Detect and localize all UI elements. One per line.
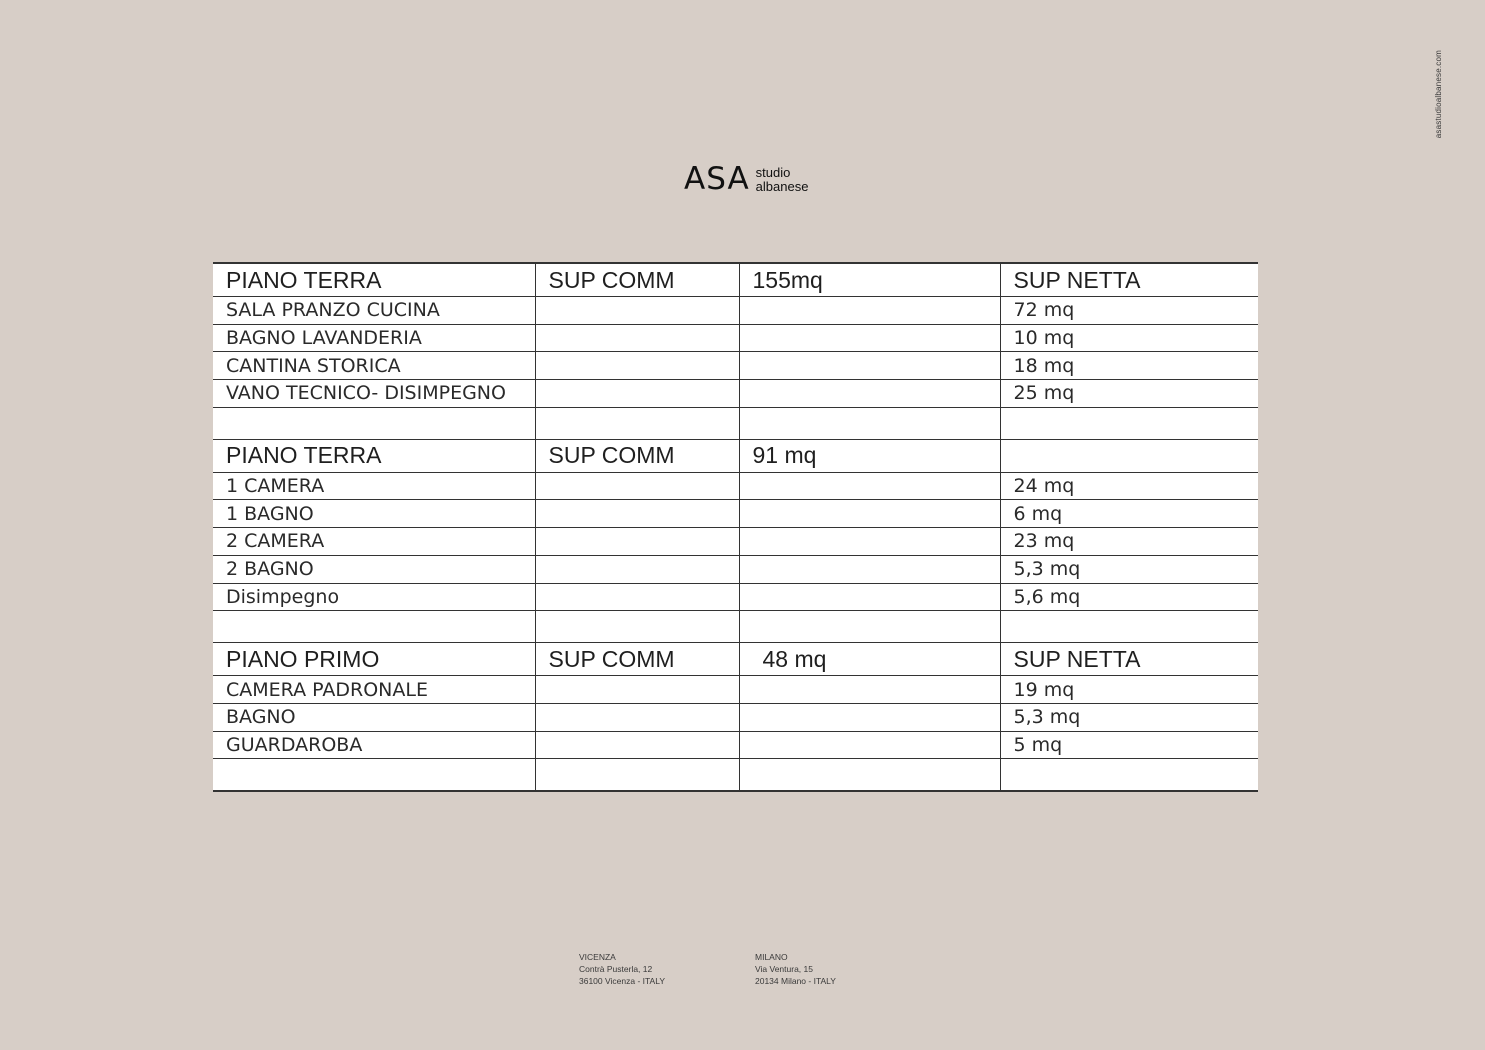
room-name: VANO TECNICO- DISIMPEGNO [213,380,535,408]
empty-cell [1000,759,1258,792]
room-name: Disimpegno [213,583,535,611]
surface-area-table [213,262,1258,792]
empty-cell [739,611,1000,643]
table-row [213,555,1258,583]
room-area: 10 mq [1000,324,1258,352]
footer-street: Via Ventura, 15 [755,964,813,974]
empty-cell [739,528,1000,556]
table-row [213,676,1258,704]
table-row [213,324,1258,352]
studio-logo [684,161,809,197]
room-area: 5,3 mq [1000,703,1258,731]
commercial-surface-label: SUP COMM [535,263,739,297]
room-area: 24 mq [1000,472,1258,500]
empty-cell [739,703,1000,731]
net-surface-label: SUP NETTA [1000,643,1258,676]
empty-cell [1000,407,1258,439]
room-name: GUARDAROBA [213,731,535,759]
empty-cell [535,759,739,792]
floor-label: PIANO PRIMO [213,643,535,676]
empty-cell [739,500,1000,528]
spacer-row [213,759,1258,792]
empty-cell [739,297,1000,325]
empty-cell [739,472,1000,500]
empty-cell [739,731,1000,759]
empty-cell [739,380,1000,408]
commercial-surface-value: 48 mq [739,643,1000,676]
commercial-surface-value: 91 mq [739,439,1000,472]
room-name: BAGNO LAVANDERIA [213,324,535,352]
net-surface-label: SUP NETTA [1000,263,1258,297]
empty-cell [213,759,535,792]
room-name: 2 CAMERA [213,528,535,556]
footer-city: VICENZA [579,952,616,962]
empty-cell [535,324,739,352]
empty-cell [535,297,739,325]
footer-address-milano [755,951,836,987]
room-name: SALA PRANZO CUCINA [213,297,535,325]
floor-label: PIANO TERRA [213,439,535,472]
room-name: CANTINA STORICA [213,352,535,380]
room-area: 18 mq [1000,352,1258,380]
net-surface-label [1000,439,1258,472]
footer-zip: 36100 Vicenza - ITALY [579,976,665,986]
room-area: 5 mq [1000,731,1258,759]
empty-cell [739,676,1000,704]
table-row [213,500,1258,528]
spacer-row [213,407,1258,439]
room-area: 25 mq [1000,380,1258,408]
empty-cell [213,611,535,643]
room-area: 19 mq [1000,676,1258,704]
empty-cell [535,380,739,408]
table-row [213,472,1258,500]
empty-cell [535,472,739,500]
footer-city: MILANO [755,952,788,962]
room-area: 6 mq [1000,500,1258,528]
room-name: CAMERA PADRONALE [213,676,535,704]
footer-street: Contrà Pusterla, 12 [579,964,653,974]
empty-cell [1000,611,1258,643]
room-area: 72 mq [1000,297,1258,325]
empty-cell [535,352,739,380]
empty-cell [535,500,739,528]
room-area: 5,3 mq [1000,555,1258,583]
empty-cell [535,611,739,643]
empty-cell [739,352,1000,380]
empty-cell [213,407,535,439]
empty-cell [535,676,739,704]
logo-line-1: studio [755,164,791,180]
table-row [213,528,1258,556]
room-name: 1 CAMERA [213,472,535,500]
table-row [213,703,1258,731]
empty-cell [739,555,1000,583]
section-header-row [213,263,1258,297]
empty-cell [739,759,1000,792]
commercial-surface-label: SUP COMM [535,439,739,472]
empty-cell [535,528,739,556]
footer-zip: 20134 Milano - ITALY [755,976,836,986]
commercial-surface-label: SUP COMM [535,643,739,676]
commercial-surface-value: 155mq [739,263,1000,297]
table-row [213,583,1258,611]
table-row [213,731,1258,759]
table-row [213,352,1258,380]
section-header-row [213,439,1258,472]
table-row [213,297,1258,325]
logo-wordmark [756,166,809,194]
spacer-row [213,611,1258,643]
room-name: 2 BAGNO [213,555,535,583]
room-name: 1 BAGNO [213,500,535,528]
empty-cell [535,731,739,759]
empty-cell [535,407,739,439]
logo-line-2: albanese [755,178,809,194]
room-area: 5,6 mq [1000,583,1258,611]
footer-address-vicenza [579,951,665,987]
empty-cell [739,324,1000,352]
website-url: asastudioalbanese.com [1434,50,1443,139]
table-row [213,380,1258,408]
section-header-row [213,643,1258,676]
empty-cell [535,555,739,583]
floor-label: PIANO TERRA [213,263,535,297]
empty-cell [535,703,739,731]
room-area: 23 mq [1000,528,1258,556]
empty-cell [739,583,1000,611]
empty-cell [535,583,739,611]
room-name: BAGNO [213,703,535,731]
logo-mark: ASA [684,161,750,197]
empty-cell [739,407,1000,439]
